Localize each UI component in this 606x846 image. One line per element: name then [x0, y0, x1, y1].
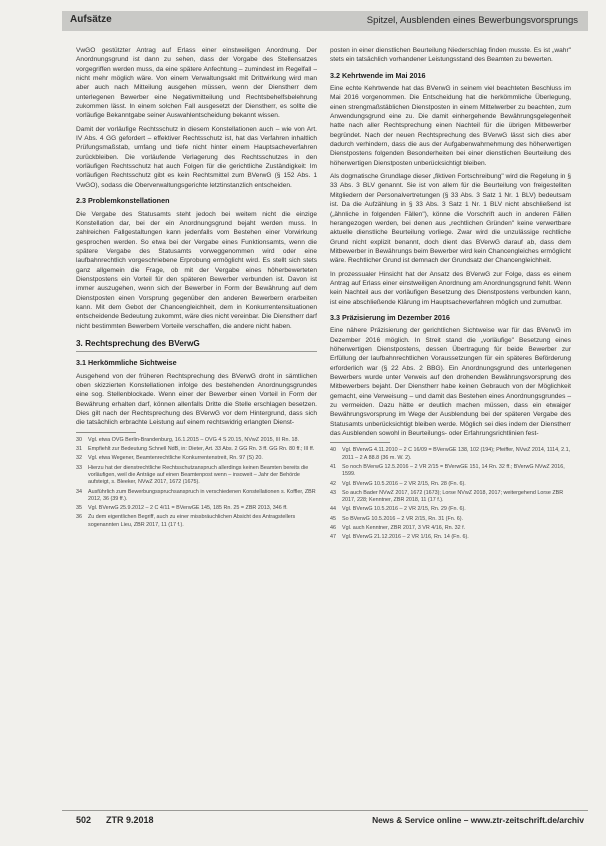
heading-rule: [76, 351, 317, 352]
footnote-number: 42: [330, 480, 336, 487]
footnote: [330, 516, 571, 523]
section-heading: 3.2 Kehrtwende im Mai 2016: [330, 70, 426, 80]
running-title: Spitzel, Ausblenden eines Bewerbungsvorsprungs: [366, 15, 578, 26]
chapter-heading: 3. Rechtsprechung des BVerwG: [76, 338, 200, 348]
footer-rule: [62, 810, 588, 811]
service-link[interactable]: News & Service online – www.ztr-zeitschrift.de/archiv: [372, 815, 584, 825]
footnote: [76, 505, 317, 512]
section-label: Aufsätze: [70, 14, 112, 25]
footnote-text: Empfiehlt zur Bedeutung Schnell NdB, in: Dieter, Art. 33 Abs. 2 GG Rn. 3 ff. GG Rn. 80 ff.; III ff.: [88, 446, 315, 453]
paragraph: posten in einer dienstlichen Beurteilung Niederschlag finden musste. Es ist „wahr" stets ein tatsächlich vorhandener Leistungsstand des Beamten zu bewerten.: [330, 47, 571, 64]
footnote-text: Vgl. auch Kenntner, ZBR 2017, 3 VR 4/16, Rn. 32 f.: [342, 525, 466, 532]
right-column: [330, 46, 571, 544]
paragraph: Eine echte Kehrtwende hat das BVerwG in seinem viel beachteten Beschluss im Mai 2016 vorgenommen. Die Entscheidung hat die herkömmliche Überlegung, einen strengmaßstäblichen Dienstposten in einem Mittelwerber zu beachten, zum Anwendungsgrund eine zu. Die damit einhergehende Bewährungsgelegenheit hatte nach aller Rechtsprechung einen Nachteil für die übrigen Mitbewerber begründet. Nach der neuen Rechtsprechung des BVerwG lässt sich dies aber dadurch verhindern, dass die aus der Aufgabenwahrnehmung des höherwertigen Dienstpostens folgenden Besonderheiten bei einer dienstlichen Beurteilung des höherwertigen Dienstposten unberücksichtigt bleiben.: [330, 85, 571, 167]
footnote-number: 30: [76, 436, 82, 443]
footnote-number: 45: [330, 515, 336, 522]
footnote: [330, 506, 571, 513]
footnote-text: So auch Bader NVwZ 2017, 1672 (1673); Lorse NVwZ 2018, 2017; weitergehend Lorse ZBR 2017, 228; Kenntner, ZBR 2018, 11 (17 f.).: [342, 489, 564, 504]
footnote-number: 43: [330, 489, 336, 496]
footnote-text: Vgl. BVerwG 10.5.2016 – 2 VR 2/15, Rn. 29 (Fn. 6).: [342, 506, 466, 513]
footnote-text: So noch BVerwG 12.5.2016 – 2 VR 2/15 = BVerwGE 151, 14 Rn. 32 ff.; BVerwG NVwZ 2016, 1599.: [342, 464, 565, 478]
footnote: [330, 534, 571, 541]
paragraph: Ausgehend von der früheren Rechtsprechung des BVerwG droht in sämtlichen oben skizzierten Konstellationen infolge des bestehenden Anordnungsgrundes eine sog. Stellenblockade. Wenn einer der Bewerber einen Vorteil in Form der Bewährung erhalten darf, können allenfalls Dritte die Stelle erschlagen besetzen. Dies gilt nach der Rechtsprechung des BVerwG vor dem Hintergrund, dass sich die tatsächlich erbrachte Leistung auf einem rechtswidrig erlangten Dienst-: [76, 372, 317, 427]
section-heading: 3.3 Präzisierung im Dezember 2016: [330, 312, 450, 322]
footnote-text: Zu dem eigentlichen Begriff, auch zu einer missbräuchlichen Absicht des Antragstellers sogenannten Lieu, ZBR 2017, 11 (17 f.).: [88, 514, 296, 528]
footnote-number: 33: [76, 464, 82, 471]
footnote: [330, 464, 571, 479]
footnote-text: Vgl. etwa Wegener, Beamtenrechtliche Konkurrentenstreit, Rn. 97 (S) 20.: [88, 455, 263, 462]
footnote: [76, 437, 317, 444]
paragraph: In prozessualer Hinsicht hat der Ansatz des BVerwG zur Folge, dass es einem Antrag auf Erlass einer einstweiligen Anordnung am Anordnungsgrund fehlt. Wenn kein Nachteil aus der vorläufigen Besetzung des Dienstpostens verbunden kann, ist eine abschließende Klärung im Hauptsacheverfahren möglich und zumutbar.: [330, 270, 571, 306]
footnotes: [76, 437, 317, 529]
paragraph: VwGO gestützter Antrag auf Erlass einer einstweiligen Anordnung. Der Anordnungsgrund ist dann zu sehen, dass der Vorgabe des Stellensatzes vorgegriffen werden muss, da eine spätere Anfechtung – zumindest im Regelfall – nicht mehr möglich wäre. Von einem Verwaltungsakt mit Drittwirkung wird man aber auch nach Mitteilung ausgehen müssen, wenn der Dienstherr dem unterlegenen Bewerber eine Negativmitteilung und Rechtsbehelfsbelehrung zukommen lässt. In einem solchen Fall ausgesetzt der Dienstherr, es sollte die vorläufige Bekanntgabe seiner Auswahlentscheidung bekannt wissen.: [76, 47, 317, 120]
section-heading: 3.1 Herkömmliche Sichtweise: [76, 358, 177, 368]
footnote: [330, 490, 571, 505]
section-heading: 2.3 Problemkonstellationen: [76, 196, 170, 206]
footnote-number: 41: [330, 464, 336, 470]
footnote-number: 47: [330, 534, 336, 541]
footnote-number: 44: [330, 506, 336, 513]
footnote: [76, 489, 317, 504]
paragraph: Damit der vorläufige Rechtsschutz in diesem Konstellationen auch – wie von Art. IV Abs. 4 GG gefordert – effektiver Rechtsschutz ist, hat das Verfahren inhaltlich Prüfungsmaßstab, umfang und tiefe nicht hinter einem Hauptsacheverfahren zurückbleiben. Die vorläufende Verlagerung des Rechtsschutzes in den vorläufigen Rechtsschutz hat auch Folgen für die gerichtliche Zuständigkeit: Im vorläufigen Rechtsschutz gibt es kein Rechtsmittel zum BVerwG (§ 152 Abs. 1 VwGO), sodass die Oberverwaltungsgerichte letztinstanzlich entscheiden.: [76, 125, 317, 189]
footnote-number: 31: [76, 446, 82, 453]
footnote: [76, 455, 317, 462]
footnote-number: 36: [76, 514, 82, 521]
page-footer: [62, 813, 588, 827]
page-number: 502: [76, 815, 92, 825]
footnote-number: 40: [330, 447, 336, 454]
footnote: [76, 446, 317, 453]
footnote-number: 32: [76, 455, 82, 462]
footnote-text: Vgl. BVerwG 21.12.2016 – 2 VR 1/16, Rn. 14 (Fn. 6).: [342, 534, 469, 541]
footnote-text: Vgl. etwa OVG Berlin-Brandenburg, 16.1.2015 – OVG 4 S 20.15, NVwZ 2015, III Rn. 18.: [88, 436, 299, 443]
footnote-number: 46: [330, 525, 336, 532]
footnote-text: Ausführlich zum Bewerbungsspruchsanspruch in verschiedenen Konstellationen s. Koffler, ZBR 2012, 36 (39 ff.).: [88, 488, 316, 502]
footnote: [330, 525, 571, 532]
footnote: [76, 465, 317, 487]
paragraph: Die Vergabe des Statusamts steht jedoch bei weitem nicht die einzige Konstellation dar, bei der ein Anordnungsgrund bejaht werden muss. In zahlreichen Fallgestaltungen kann jedenfalls vom Bestehen einer Vorwirkung gesprochen werden. So etwa bei der Vergabe eines Funktionsamts, wenn die spätere Vergabe des Statusamts vorweggenommen wird oder eine laufbahnrechtlich vorgeschriebene Erprobung ermöglicht wird. Es stellt sich stets ganz allgemein die Frage, ob mit der Vergabe eines höherbewerteten Dienstpostens ein Vorteil für den späteren Bewerber verbunden ist. Davon ist immer auszugehen, wenn sich der Bewerber in Form der Bewährung auf dem Dienstposten einen Vorsprung gegenüber den anderen Bewerbern erarbeiten kann. Mit dem Gebot der Chancengleichheit, dem in Konkurrentensituationen entscheidende Bedeutung zukommt, wäre dies nicht vereinbar. Die Dienstherr darf nicht bestimmten Bewerbern Vorteile verschaffen, die andere nicht haben.: [76, 210, 317, 330]
footnote-number: 34: [76, 488, 82, 495]
left-column: [76, 46, 317, 531]
footnote-text: Vgl. BVerwG 4.11.2010 – 2 C 16/09 = BVerwGE 138, 102 (194); Pfeiffer, NVwZ 2014, 1114, 2.1, 2011 – 2 A 88.8 (36 m. W. 2).: [342, 447, 571, 461]
footnotes: [330, 447, 571, 541]
footnote: [76, 514, 317, 529]
footnote: [330, 447, 571, 462]
footnote-number: 35: [76, 505, 82, 512]
footnote-text: So BVerwG 10.5.2016 – 2 VR 2/15, Rn. 31 (Fn. 6).: [342, 515, 464, 522]
journal-issue: ZTR 9.2018: [106, 815, 154, 825]
footnote: [330, 481, 571, 488]
footnote-rule: [76, 432, 136, 433]
footnote-rule: [330, 442, 390, 443]
footnote-text: Vgl. BVerwG 10.5.2016 – 2 VR 2/15, Rn. 28 (Fn. 6).: [342, 480, 466, 487]
footnote-text: Vgl. BVerwG 25.9.2012 – 2 C 4/11 = BVerwGE 145, 185 Rn. 25 = ZBR 2013, 346 ff.: [88, 505, 288, 512]
paragraph: Als dogmatische Grundlage dieser „fiktiven Fortschreibung" wird die Regelung in § 33 Abs. 3 BLV genannt. Sie ist von allem für die Beurteilung von freigestellten Mitgliedern der Personalvertretungen (§ 33 Abs. 3 Satz 1 Nr. 1 BLV) bedeutsam ist. Da die Aufzählung in § 33 Abs. 3 Satz 1 Nr. 1 BLV nicht abschließend ist („ähnliche in folgenden Fällen"), könne die Vorschrift auch in anderen Fällen herangezogen werden, bei denen aus „rechtlichen Gründen" keine verwertbare aktuelle dienstliche Beurteilung vorliege. Zwar wird die unzulässige rechtliche Grund nicht explizit benannt, doch dient das BVerwG darauf ab, dass dem Mitbewerber in Bewährungs beim Bewerber wird kein Chancengleiches ermöglicht wäre. Rechtlicher Grund ist demnach der Grundsatz der Chancengleichheit.: [330, 173, 571, 265]
footnote-text: Hierzu hat der dienstrechtliche Rechtsschutzanspruch allerdings keinen Beamten bereits die vorläufigen, weil die Anträge auf einen Beamtenpost wenn – insoweit – Jahr der Behörde aufsteigt, s. Bleeker, NVwZ 2017, 1672 (1675).: [88, 464, 309, 486]
header-bar: [62, 11, 588, 31]
paragraph: Eine nähere Präzisierung der gerichtlichen Sichtweise war für das BVerwG im Dezember 2016 möglich. In Streit stand die „vorläufige" Besetzung eines höherwertigen Dienstpostens, dessen Übertragung für beide Bewerber zur Erfüllung der laufbahnrechtlichen Voraussetzungen für ein späteres Beförderung erforderlich war (§ 22 Abs. 2 BBG). Ein Anordnungsgrund des unterlegenen Bewerbers wurde unter Verweis auf den drohenden Bewährungsvorsprung des Mitbewerbers bejaht. Der Dienstherr habe keinen Gebrauch von der Möglichkeit gemacht, eine Verweisung – und damit das Bestehen eines Anordnungsgrundes – zu vermeiden. Dazu hätte er deutlich machen müssen, dass ein etwaiger Bewährungsvorsprung im Wege der Ausblendung bei der späteren Vergabe des Statusamts unberücksichtigt bleiben werde. Möglich sei dies indem der Dienstherr das Ausblenden sowohl in Beurteilungs- oder Erfahrungsrichtlinien fest-: [330, 327, 571, 438]
